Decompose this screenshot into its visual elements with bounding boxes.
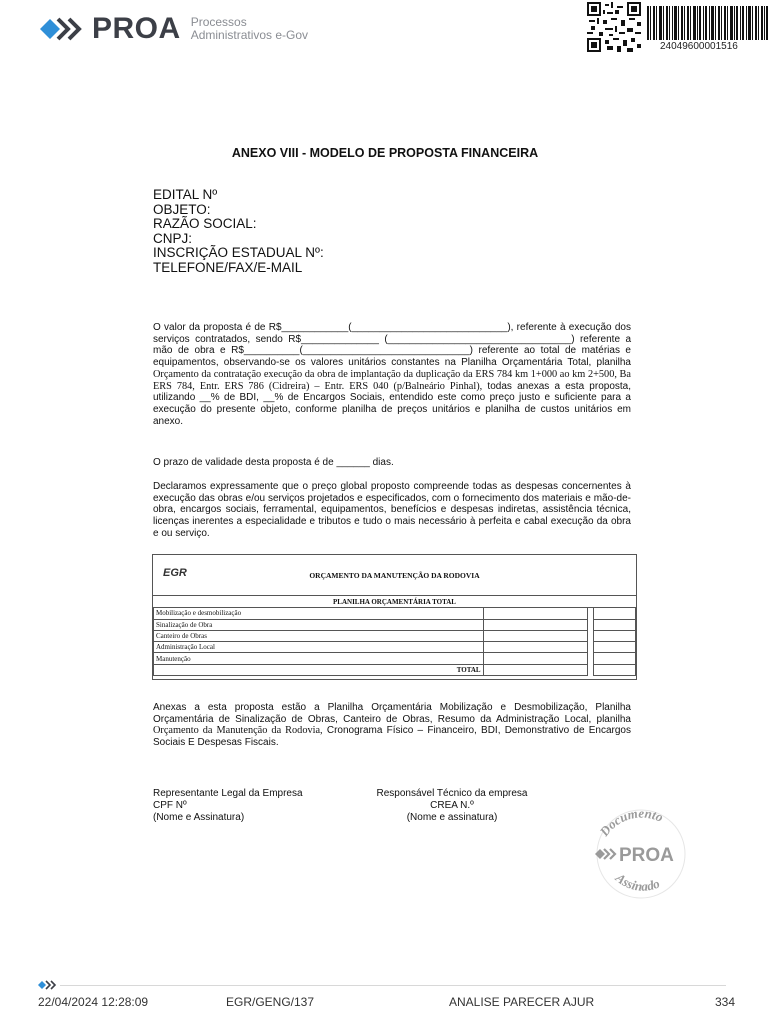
signature-legal-representative: Representante Legal da Empresa CPF Nº (Nome e Assinatura) [153, 788, 303, 823]
table-row: Mobilização e desmobilização [154, 608, 636, 619]
barcode-icon [647, 6, 769, 40]
egr-logo: EGR [163, 567, 187, 579]
table-row: Sinalização de Obra [154, 619, 636, 630]
footer-datetime: 22/04/2024 12:28:09 [38, 995, 149, 1009]
field-edital: EDITAL Nº [153, 187, 218, 202]
footer-page-number: 334 [715, 995, 736, 1009]
table-row: Administração Local [154, 642, 636, 653]
proa-logo [38, 12, 308, 46]
document-signed-stamp [586, 804, 696, 902]
table-row-total: TOTAL [154, 664, 636, 675]
barcode-number: 24049600001516 [660, 41, 738, 52]
identification-fields [153, 188, 324, 275]
field-objeto: OBJETO: [153, 201, 211, 217]
svg-text:Assinado: Assinado [612, 869, 662, 894]
brand-name: PROA [92, 12, 181, 45]
paragraph-declaracao: Declaramos expressamente que o preço global proposto compreende todas as despesas concernentes à execução das obras e/ou serviços projetados e especificados, com o fornecimento dos materiais e mão-de-obra, encargos sociais, ferramental, equipamentos, benefícios e despesas indiretas, assistência técnica, licenças inerentes a especialidade e tributos e tudo o mais necessário à perfeita e cabal execução da obra e ou serviço. [153, 481, 631, 539]
signature-technical-manager: Responsável Técnico da empresa CREA N.º (Nome e assinatura) [376, 788, 528, 823]
field-razao-social: RAZÃO SOCIAL: [153, 216, 257, 231]
budget-subtitle: PLANILHA ORÇAMENTÁRIA TOTAL [154, 597, 636, 608]
document-title: ANEXO VIII - MODELO DE PROPOSTA FINANCEIRA [231, 146, 539, 160]
budget-header [153, 555, 636, 596]
paragraph-valor-proposta: O valor da proposta é de R$____________(____________________________), referente à execução dos serviços contratados, sendo R$______________ (_________________________________) referente a mão de obra e R$__________(______________________________) referente ao total de matérias e equipamentos, observando-se os valores unitários constantes na Planilha Orçamentária Total, planilha Orçamento da contratação execução da obra de implantação da duplicação da ERS 784 km 1+000 ao km 2+500, Ba ERS 784, Entr. ERS 786 (Cidreira) – Entr. ERS 040 (p/Balneário Pinhal), todas anexas a esta proposta, utilizando __% de BDI, __% de Encargos Sociais, entendido este como preço justo e suficiente para a execução do presente objeto, conforme planilha de preços unitários e planilha de custos unitários em anexo. [153, 322, 631, 427]
table-row: Manutenção [154, 653, 636, 664]
field-telefone: TELEFONE/FAX/E-MAIL [153, 259, 303, 275]
brand-subtitle: Processos Administrativos e-Gov [190, 15, 309, 42]
budget-table [153, 597, 636, 676]
footer-code: EGR/GENG/137 [226, 995, 315, 1009]
footer-divider [60, 985, 726, 986]
qr-code-icon [587, 2, 641, 52]
stamp-proa-chevron-icon [595, 849, 615, 859]
svg-text:PROA: PROA [619, 845, 674, 866]
budget-title: ORÇAMENTO DA MANUTENÇÃO DA RODOVIA [309, 571, 480, 580]
budget-table-box [152, 554, 637, 680]
table-row: Canteiro de Obras [154, 630, 636, 641]
field-cnpj: CNPJ: [153, 230, 193, 246]
proa-chevron-icon [38, 15, 90, 43]
paragraph-anexos: Anexas a esta proposta estão a Planilha Orçamentária Mobilização e Desmobilização, Planilha Orçamentária de Sinalização de Obras, Canteiro de Obras, Resumo da Administração Local, planilha Orçamento da Manutenção da Rodovia, Cronograma Físico – Financeiro, BDI, Demonstrativo de Encargos Sociais E Despesas Fiscais. [153, 702, 631, 749]
paragraph-prazo-validade: O prazo de validade desta proposta é de ______ dias. [153, 457, 394, 468]
footer-label: ANALISE PARECER AJUR [449, 995, 595, 1009]
footer-chevron-icon [38, 979, 58, 991]
field-inscricao-estadual: INSCRIÇÃO ESTADUAL Nº: [153, 245, 324, 260]
svg-text:Documento: Documento [596, 805, 666, 839]
